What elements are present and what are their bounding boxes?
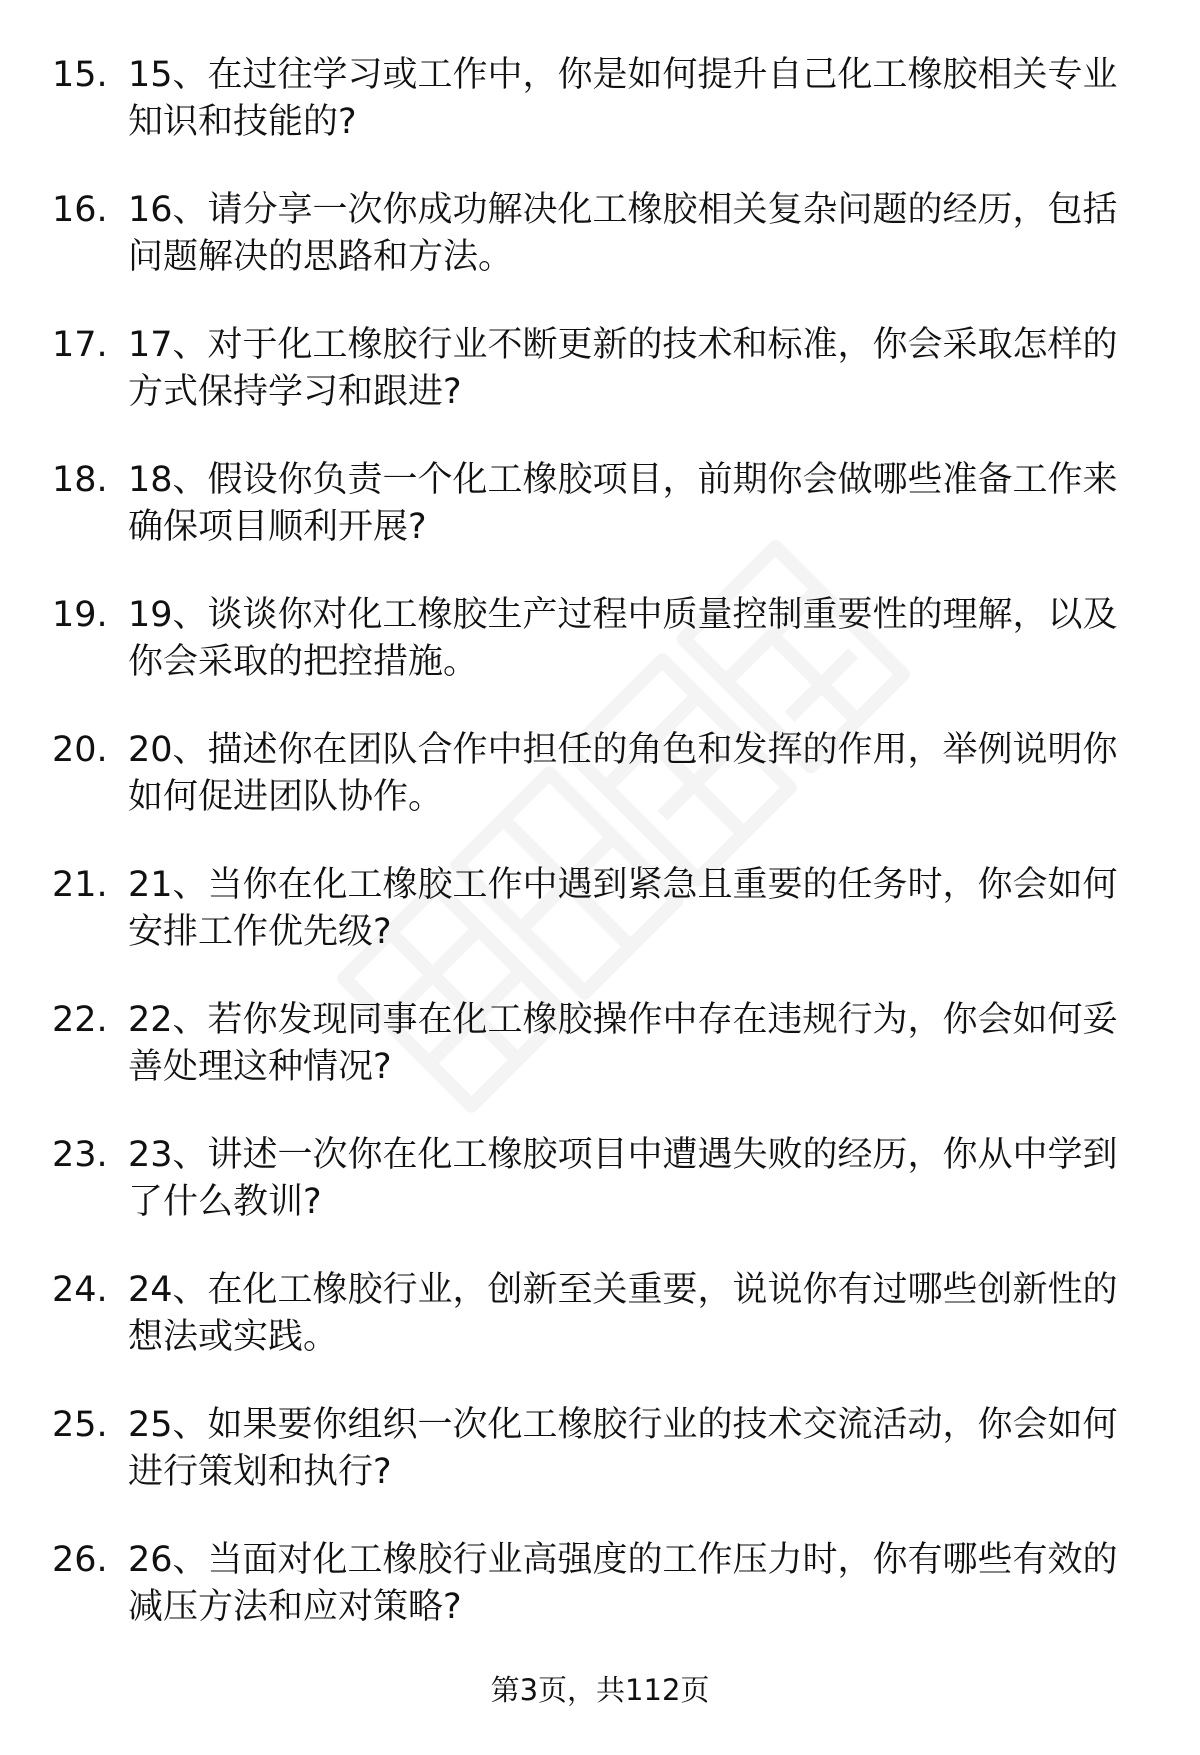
question-number: 15. xyxy=(52,55,108,95)
question-number: 25. xyxy=(52,1405,108,1445)
question-text: 19、谈谈你对化工橡胶生产过程中质量控制重要性的理解，以及你会采取的把控措施。 xyxy=(128,595,1118,682)
page-number-label: 第3页，共112页 xyxy=(490,1673,710,1707)
list-item xyxy=(0,862,1200,997)
question-text: 16、请分享一次你成功解决化工橡胶相关复杂问题的经历，包括问题解决的思路和方法。 xyxy=(128,190,1118,277)
list-item xyxy=(0,1132,1200,1267)
question-number: 16. xyxy=(52,190,108,230)
list-item xyxy=(0,997,1200,1132)
question-list xyxy=(0,52,1200,1672)
question-number: 19. xyxy=(52,595,108,635)
list-item xyxy=(0,592,1200,727)
question-text: 23、讲述一次你在化工橡胶项目中遭遇失败的经历，你从中学到了什么教训? xyxy=(128,1135,1118,1222)
question-text: 15、在过往学习或工作中，你是如何提升自己化工橡胶相关专业知识和技能的? xyxy=(128,55,1118,142)
question-number: 26. xyxy=(52,1540,108,1580)
page-footer xyxy=(0,1670,1200,1710)
question-text: 22、若你发现同事在化工橡胶操作中存在违规行为，你会如何妥善处理这种情况? xyxy=(128,1000,1118,1087)
question-text: 24、在化工橡胶行业，创新至关重要，说说你有过哪些创新性的想法或实践。 xyxy=(128,1270,1118,1357)
list-item xyxy=(0,727,1200,862)
question-number: 24. xyxy=(52,1270,108,1310)
list-item xyxy=(0,322,1200,457)
question-number: 23. xyxy=(52,1135,108,1175)
question-text: 17、对于化工橡胶行业不断更新的技术和标准，你会采取怎样的方式保持学习和跟进? xyxy=(128,325,1118,412)
list-item xyxy=(0,187,1200,322)
list-item xyxy=(0,457,1200,592)
question-text: 21、当你在化工橡胶工作中遇到紧急且重要的任务时，你会如何安排工作优先级? xyxy=(128,865,1118,952)
question-text: 25、如果要你组织一次化工橡胶行业的技术交流活动，你会如何进行策划和执行? xyxy=(128,1405,1118,1492)
question-number: 18. xyxy=(52,460,108,500)
question-text: 26、当面对化工橡胶行业高强度的工作压力时，你有哪些有效的减压方法和应对策略? xyxy=(128,1540,1118,1627)
list-item xyxy=(0,1267,1200,1402)
question-number: 17. xyxy=(52,325,108,365)
question-text: 20、描述你在团队合作中担任的角色和发挥的作用，举例说明你如何促进团队协作。 xyxy=(128,730,1118,817)
question-number: 22. xyxy=(52,1000,108,1040)
question-number: 21. xyxy=(52,865,108,905)
question-text: 18、假设你负责一个化工橡胶项目，前期你会做哪些准备工作来确保项目顺利开展? xyxy=(128,460,1118,547)
list-item xyxy=(0,52,1200,187)
question-number: 20. xyxy=(52,730,108,770)
list-item xyxy=(0,1402,1200,1537)
list-item xyxy=(0,1537,1200,1672)
